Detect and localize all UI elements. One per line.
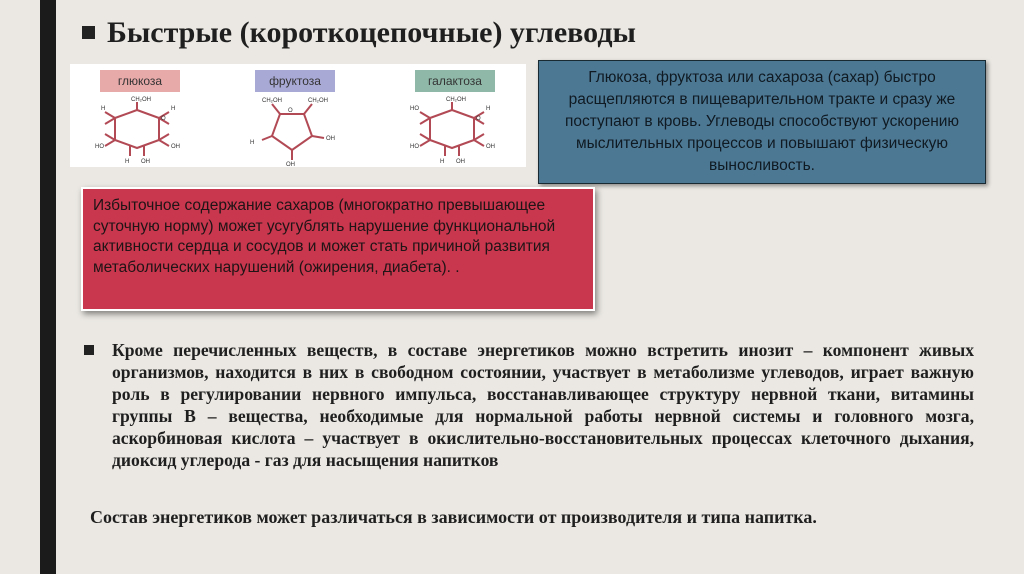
svg-text:O: O xyxy=(288,108,293,114)
svg-text:OH: OH xyxy=(286,162,295,166)
fructose-ring-diagram xyxy=(230,96,360,166)
glucose-label: глюкоза xyxy=(100,70,180,92)
footer-note: Состав энергетиков может различаться в зависимости от производителя и типа напитка. xyxy=(90,507,817,527)
svg-text:CH₂OH: CH₂OH xyxy=(262,98,282,104)
svg-text:H: H xyxy=(171,106,176,112)
main-paragraph xyxy=(84,339,974,471)
svg-text:CH₂OH: CH₂OH xyxy=(308,98,328,104)
warning-box xyxy=(81,187,595,311)
svg-text:O: O xyxy=(476,116,481,122)
svg-text:OH: OH xyxy=(171,144,180,150)
svg-text:H: H xyxy=(125,159,130,165)
info-box xyxy=(538,60,986,184)
fructose-label: фруктоза xyxy=(255,70,335,92)
square-bullet-icon xyxy=(82,26,95,39)
left-accent-bar xyxy=(40,0,56,574)
svg-text:HO: HO xyxy=(95,144,104,150)
slide-title xyxy=(82,16,636,50)
svg-text:HO: HO xyxy=(410,106,419,112)
info-box-text: Глюкоза, фруктоза или сахароза (сахар) быстро расщепляются в пищеварительном тракте и сразу же поступают в кровь. Углеводы способствуют ускорению мыслительных процессов и повышают физическую выносливость. xyxy=(564,69,960,174)
svg-text:H: H xyxy=(440,159,445,165)
svg-text:OH: OH xyxy=(486,144,495,150)
glucose-ring-diagram xyxy=(75,96,205,166)
galactose-label: галактоза xyxy=(415,70,495,92)
svg-text:OH: OH xyxy=(456,159,465,165)
warning-box-text: Избыточное содержание сахаров (многократно превышающее суточную норму) может усугублять нарушение функциональной активности сердца и сосудов и может стать причиной развития метаболических нарушений (ожирения, диабета). . xyxy=(93,197,556,276)
galactose-structure xyxy=(390,64,520,167)
svg-text:CH₂OH: CH₂OH xyxy=(131,97,151,103)
sugar-structures-image xyxy=(70,64,526,167)
fructose-structure xyxy=(230,64,360,167)
title-text: Быстрые (короткоцепочные) углеводы xyxy=(107,16,636,49)
svg-text:O: O xyxy=(161,116,166,122)
svg-text:H: H xyxy=(250,140,255,146)
svg-text:OH: OH xyxy=(326,136,335,142)
main-paragraph-text: Кроме перечисленных веществ, в составе энергетиков можно встретить инозит – компонент живых организмов, находится в них в свободном состоянии, участвует в метаболизме углеводов, играет важную роль в регулировании нервного импульса, восстанавливающее структуру нервной ткани, витамины группы В – вещества, необходимые для нормальной работы нервной системы и головного мозга, аскорбиновая кислота – участвует в окислительно-восстановительных процессах клеточного дыхания, диоксид углерода - газ для насыщения напитков xyxy=(112,340,974,470)
svg-text:CH₂OH: CH₂OH xyxy=(446,97,466,103)
svg-text:H: H xyxy=(101,106,106,112)
svg-text:HO: HO xyxy=(410,144,419,150)
glucose-structure xyxy=(75,64,205,167)
square-bullet-icon xyxy=(84,345,94,355)
svg-text:H: H xyxy=(486,106,491,112)
galactose-ring-diagram xyxy=(390,96,520,166)
svg-text:OH: OH xyxy=(141,159,150,165)
